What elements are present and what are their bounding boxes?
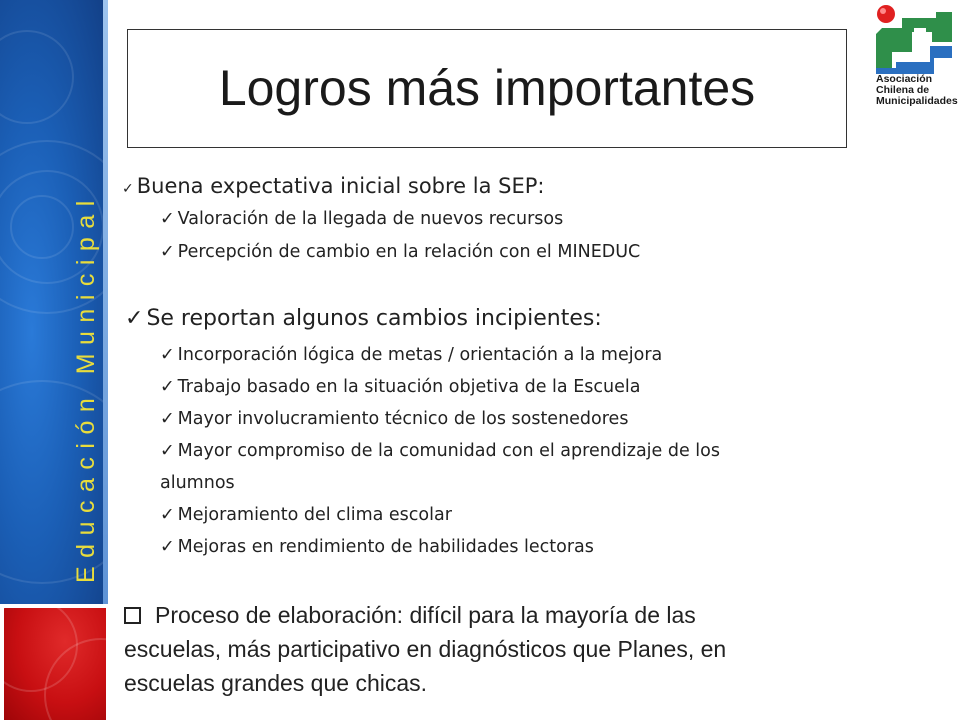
list-item: ✓ Trabajo basado en la situación objetiva de la Escuela (160, 377, 641, 397)
list-item: ✓ Se reportan algunos cambios incipientes: (125, 306, 602, 331)
side-band (0, 0, 108, 720)
check-icon: ✓ (160, 345, 175, 365)
check-icon: ✓ (160, 441, 175, 461)
check-icon: ✓ (160, 409, 175, 429)
list-item-continuation: alumnos (160, 473, 235, 493)
list-item: ✓ Incorporación lógica de metas / orientación a la mejora (160, 345, 663, 365)
list-item: ✓ Mejoras en rendimiento de habilidades lectoras (160, 537, 594, 557)
title-box (127, 29, 847, 148)
list-item: ✓ Mejoramiento del clima escolar (160, 505, 452, 525)
list-item: ✓ Buena expectativa inicial sobre la SEP: (122, 174, 545, 198)
summary-line: escuelas grandes que chicas. (124, 670, 428, 696)
list-item: ✓ Mayor compromiso de la comunidad con el aprendizaje de los (160, 441, 720, 461)
list-item: ✓ Valoración de la llegada de nuevos recursos (160, 209, 564, 229)
summary-line: escuelas, más participativo en diagnósticos que Planes, en (124, 636, 727, 662)
check-icon: ✓ (160, 377, 175, 397)
logo-text: Asociación Chilena de Municipalidades (876, 73, 958, 107)
side-label: Educación Municipal (72, 192, 100, 583)
summary-line: Proceso de elaboración: difícil para la mayoría de las (124, 598, 844, 632)
check-icon: ✓ (160, 209, 175, 229)
check-icon: ✓ (122, 181, 134, 197)
summary-paragraph (124, 598, 844, 700)
side-blue-edge (103, 0, 108, 604)
side-red-panel (4, 608, 106, 720)
check-icon: ✓ (160, 537, 175, 557)
page-title: Logros más importantes (218, 60, 756, 116)
check-icon: ✓ (160, 505, 175, 525)
list-item: ✓ Mayor involucramiento técnico de los sostenedores (160, 409, 629, 429)
check-icon: ✓ (160, 242, 175, 262)
square-bullet-icon (124, 607, 141, 624)
check-icon: ✓ (125, 306, 144, 331)
list-item: ✓ Percepción de cambio en la relación con el MINEDUC (160, 242, 641, 262)
